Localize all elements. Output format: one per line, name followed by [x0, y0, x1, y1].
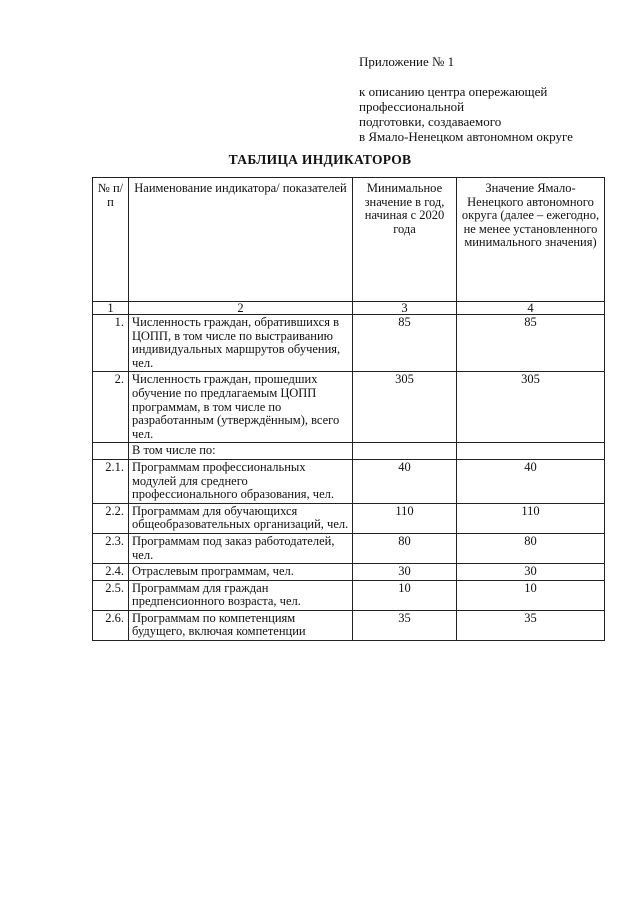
column-number: 4 [457, 302, 605, 315]
header-min: Минимальное значение в год, начиная с 2020 года [353, 178, 457, 302]
table-row [93, 503, 605, 533]
row-num [93, 443, 129, 460]
row-yanao-value: 10 [457, 580, 605, 610]
row-min-value: 85 [353, 315, 457, 372]
table-row [93, 315, 605, 372]
row-num: 2.5. [93, 580, 129, 610]
row-yanao-value: 85 [457, 315, 605, 372]
row-num: 2. [93, 372, 129, 443]
header-name: Наименование индикатора/ показателей [129, 178, 353, 302]
column-number: 3 [353, 302, 457, 315]
row-yanao-value [457, 443, 605, 460]
row-min-value: 30 [353, 564, 457, 581]
table-row [93, 564, 605, 581]
table-row [93, 443, 605, 460]
table-row [93, 533, 605, 563]
row-num: 2.4. [93, 564, 129, 581]
row-min-value: 110 [353, 503, 457, 533]
row-num: 1. [93, 315, 129, 372]
appendix-line: в Ямало-Ненецком автономном округе [359, 129, 573, 144]
column-numbers-row [93, 302, 605, 315]
row-yanao-value: 110 [457, 503, 605, 533]
row-name: Программам под заказ работодателей, чел. [129, 533, 353, 563]
row-num: 2.2. [93, 503, 129, 533]
row-name: В том числе по: [129, 443, 353, 460]
row-yanao-value: 35 [457, 610, 605, 640]
row-min-value: 40 [353, 459, 457, 503]
table-header-row [93, 178, 605, 302]
row-yanao-value: 80 [457, 533, 605, 563]
indicators-table [92, 177, 605, 641]
column-number: 2 [129, 302, 353, 315]
row-name: Численность граждан, прошедших обучение по предлагаемым ЦОПП программам, в том числе по разработанным (утверждённым), всего чел. [129, 372, 353, 443]
row-num: 2.1. [93, 459, 129, 503]
row-min-value: 80 [353, 533, 457, 563]
row-min-value: 10 [353, 580, 457, 610]
table-row [93, 610, 605, 640]
row-min-value: 305 [353, 372, 457, 443]
table-row [93, 372, 605, 443]
appendix-line: к описанию центра опережающей [359, 84, 548, 99]
appendix-block [359, 54, 573, 144]
row-yanao-value: 305 [457, 372, 605, 443]
column-number: 1 [93, 302, 129, 315]
page-title: ТАБЛИЦА ИНДИКАТОРОВ [228, 152, 412, 167]
row-name: Программам для граждан предпенсионного возраста, чел. [129, 580, 353, 610]
row-name: Программам для обучающихся общеобразовательных организаций, чел. [129, 503, 353, 533]
header-yanao: Значение Ямало-Ненецкого автономного округа (далее – ежегодно, не менее установленного минимального значения) [457, 178, 605, 302]
header-num: № п/п [93, 178, 129, 302]
appendix-number: Приложение № 1 [359, 54, 455, 69]
table-row [93, 459, 605, 503]
row-num: 2.3. [93, 533, 129, 563]
row-min-value [353, 443, 457, 460]
row-min-value: 35 [353, 610, 457, 640]
row-name: Отраслевым программам, чел. [129, 564, 353, 581]
row-yanao-value: 30 [457, 564, 605, 581]
row-name: Программам по компетенциям будущего, включая компетенции [129, 610, 353, 640]
row-name: Численность граждан, обратившихся в ЦОПП, в том числе по выстраиванию индивидуальных маршрутов обучения, чел. [129, 315, 353, 372]
appendix-line: подготовки, создаваемого [359, 114, 502, 129]
row-num: 2.6. [93, 610, 129, 640]
appendix-line: профессиональной [359, 99, 465, 114]
table-row [93, 580, 605, 610]
row-yanao-value: 40 [457, 459, 605, 503]
row-name: Программам профессиональных модулей для среднего профессионального образования, чел. [129, 459, 353, 503]
